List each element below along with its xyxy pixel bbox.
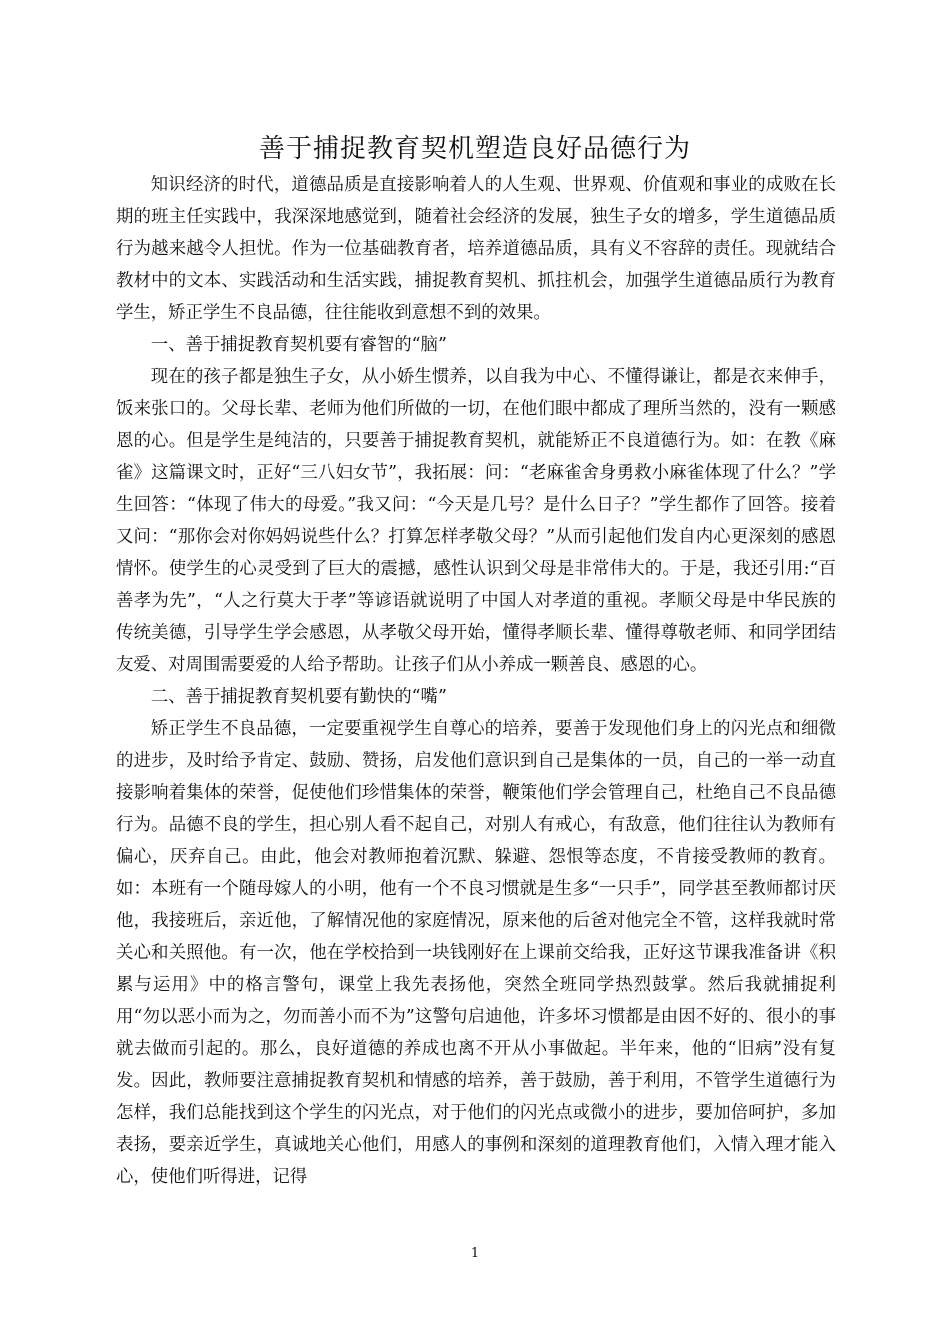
document-body	[116, 169, 836, 1193]
section-1-paragraph: 现在的孩子都是独生子女，从小娇生惯养，以自我为中心、不懂得谦让，都是衣来伸手，饭来张口的。父母长辈、老师为他们所做的一切，在他们眼中都成了理所当然的，没有一颗感恩的心。但是学生是纯洁的，只要善于捕捉教育契机，就能矫正不良道德行为。如：在教《麻雀》这篇课文时，正好“三八妇女节”，我拓展：问：“老麻雀舍身勇救小麻雀体现了什么？”学生回答：“体现了伟大的母爱。”我又问：“今天是几号？是什么日子？”学生都作了回答。接着又问：“那你会对你妈妈说些什么？打算怎样孝敬父母？”从而引起他们发自内心更深刻的感恩情怀。使学生的心灵受到了巨大的震撼，感性认识到父母是非常伟大的。于是，我还引用:“百善孝为先”，“人之行莫大于孝”等谚语就说明了中国人对孝道的重视。孝顺父母是中华民族的传统美德，引导学生学会感恩，从孝敬父母开始，懂得孝顺长辈、懂得尊敬老师、和同学团结友爱、对周围需要爱的人给予帮助。让孩子们从小养成一颗善良、感恩的心。	[116, 367, 836, 675]
section-2-paragraph: 矫正学生不良品德，一定要重视学生自尊心的培养，要善于发现他们身上的闪光点和细微的进步，及时给予肯定、鼓励、赞扬，启发他们意识到自己是集体的一员，自己的一举一动直接影响着集体的荣誉，促使他们珍惜集体的荣誉，鞭策他们学会管理自己，杜绝自己不良品德行为。品德不良的学生，担心别人看不起自己，对别人有戒心，有敌意，他们往往认为教师有偏心，厌弃自己。由此，他会对教师抱着沉默、躲避、怨恨等态度，不肯接受教师的教育。如：本班有一个随母嫁人的小明，他有一个不良习惯就是生多“一只手”，同学甚至教师都讨厌他，我接班后，亲近他，了解情况他的家庭情况，原来他的后爸对他完全不管，这样我就时常关心和关照他。有一次，他在学校拾到一块钱刚好在上课前交给我，正好这节课我准备讲《积累与运用》中的格言警句，课堂上我先表扬他，突然全班同学热烈鼓掌。然后我就捕捉利用“勿以恶小而为之，勿而善小而不为”这警句启迪他，许多坏习惯都是由因不好的、很小的事就去做而引起的。那么，良好道德的养成也离不开从小事做起。半年来，他的“旧病”没有复发。因此，教师要注意捕捉教育契机和情感的培养，善于鼓励，善于利用，不管学生道德行为怎样，我们总能找到这个学生的闪光点，对于他们的闪光点或微小的进步，要加倍呵护，多加表扬，要亲近学生，真诚地关心他们，用感人的事例和深刻的道理教育他们，入情入理才能入心，使他们听得进，记得	[116, 719, 836, 1187]
section-heading-1: 一、善于捕捉教育契机要有睿智的“脑”	[150, 335, 447, 355]
intro-paragraph: 知识经济的时代，道德品质是直接影响着人的人生观、世界观、价值观和事业的成败在长期的班主任实践中，我深深地感觉到，随着社会经济的发展，独生子女的增多，学生道德品质行为越来越令人担忧。作为一位基础教育者，培养道德品质，具有义不容辞的责任。现就结合教材中的文本、实践活动和生活实践，捕捉教育契机、抓拄机会，加强学生道德品质行为教育学生，矫正学生不良品德，往往能收到意想不到的效果。	[116, 175, 836, 323]
page-number: 1	[470, 1246, 480, 1261]
section-heading-2: 二、善于捕捉教育契机要有勤快的“嘴”	[150, 687, 447, 707]
document-title: 善于捕捉教育契机塑造良好品德行为	[258, 134, 691, 164]
